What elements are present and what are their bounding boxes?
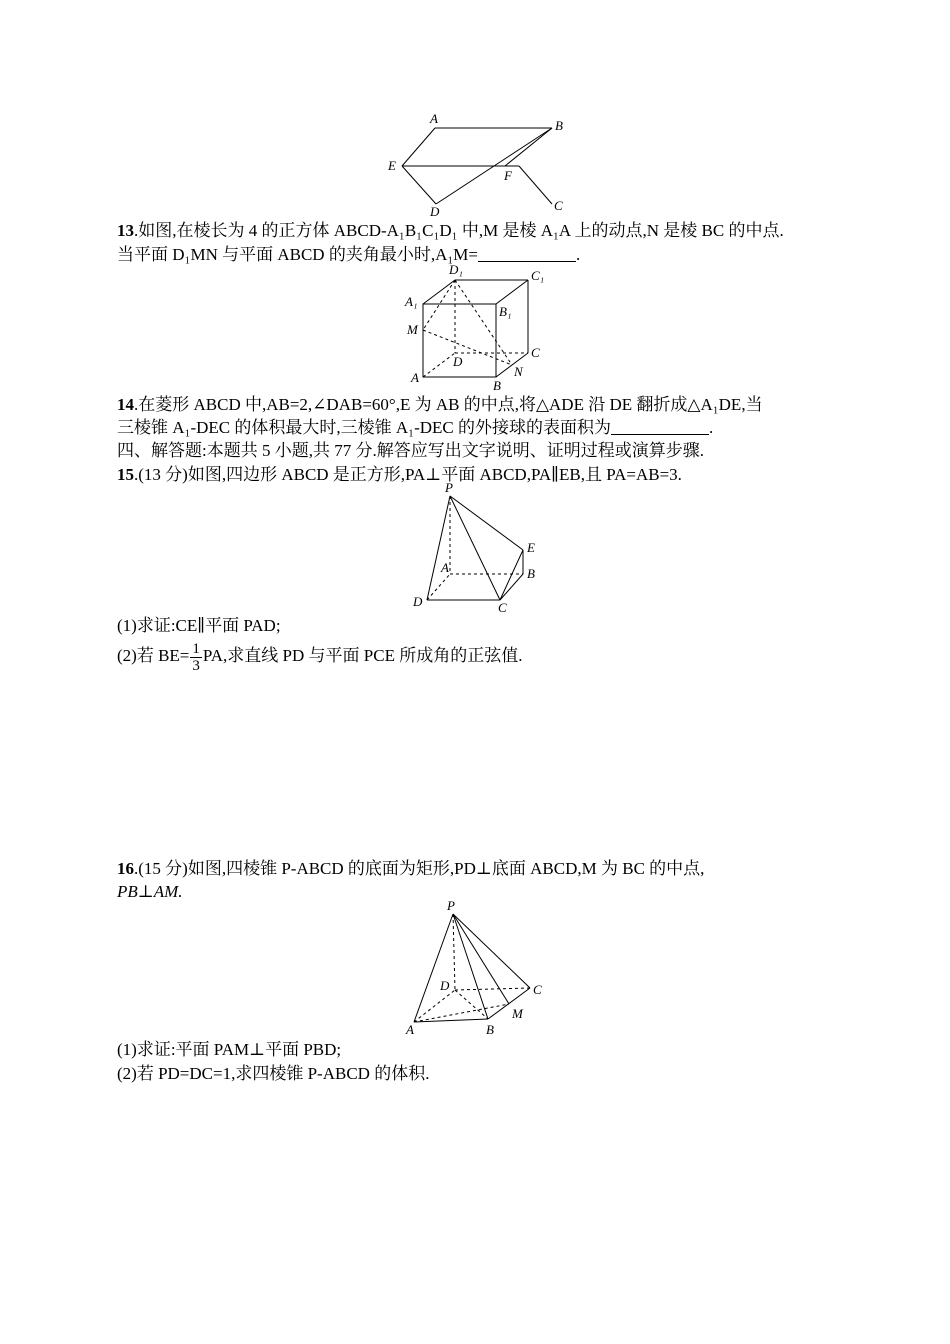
q13-answer-blank[interactable] bbox=[478, 245, 576, 262]
q16-text1: .(15 分)如图,四棱锥 P-ABCD 的底面为矩形,PD⊥底面 ABCD,M 为 BC 的中点, bbox=[134, 859, 705, 878]
label-B: B bbox=[486, 1022, 494, 1037]
q13-number: 13 bbox=[117, 221, 134, 240]
label-M: M bbox=[512, 1006, 523, 1021]
fraction-denominator: 3 bbox=[192, 657, 200, 674]
q16-line2: PB⊥AM. bbox=[117, 882, 183, 901]
q14-text2: 三棱锥 A₁-DEC 的体积最大时,三棱锥 A₁-DEC 的外接球的表面积为 bbox=[117, 418, 611, 437]
label-N: N bbox=[514, 364, 523, 379]
q13-text2: 当平面 D₁MN 与平面 ABCD 的夹角最小时,A₁M= bbox=[117, 245, 478, 264]
label-B: B bbox=[527, 566, 535, 581]
figure-q16 bbox=[400, 898, 550, 1043]
fraction-one-third bbox=[190, 641, 202, 674]
section-4-heading: 四、解答题:本题共 5 小题,共 77 分.解答应写出文字说明、证明过程或演算步骤. bbox=[117, 441, 704, 460]
label-F: F bbox=[504, 168, 512, 183]
q15-text1: .(13 分)如图,四边形 ABCD 是正方形,PA⊥平面 ABCD,PA∥EB,且 PA=AB=3. bbox=[134, 465, 682, 484]
figure-q12 bbox=[380, 110, 580, 220]
fraction-numerator: 1 bbox=[192, 640, 200, 657]
q16-number: 16 bbox=[117, 859, 134, 878]
q14-number: 14 bbox=[117, 395, 134, 414]
figure-q15 bbox=[405, 480, 555, 615]
q14-text1: .在菱形 ABCD 中,AB=2,∠DAB=60°,E 为 AB 的中点,将△ADE 沿 DE 翻折成△A₁DE,当 bbox=[134, 395, 763, 414]
label-C1: C₁ bbox=[531, 268, 545, 283]
figure-q13-cube bbox=[395, 262, 565, 392]
label-C: C bbox=[531, 345, 540, 360]
label-A: A bbox=[411, 370, 419, 385]
q15-part2-a: (2)若 BE= bbox=[117, 646, 190, 665]
q14-answer-blank[interactable] bbox=[611, 418, 709, 435]
label-D: D bbox=[453, 354, 463, 369]
label-B: B bbox=[493, 378, 501, 393]
q16-part2: (2)若 PD=DC=1,求四棱锥 P-ABCD 的体积. bbox=[117, 1064, 430, 1083]
label-D: D bbox=[413, 594, 423, 609]
q14-line1 bbox=[117, 395, 763, 415]
label-C: C bbox=[554, 198, 563, 213]
label-D: D bbox=[430, 204, 440, 219]
q14-line2 bbox=[117, 418, 713, 438]
q15-part2 bbox=[117, 640, 522, 674]
q15-part2-b: PA,求直线 PD 与平面 PCE 所成角的正弦值. bbox=[202, 646, 523, 665]
q13-line1 bbox=[117, 221, 784, 241]
label-P: P bbox=[447, 898, 455, 913]
q15-part1: (1)求证:CE∥平面 PAD; bbox=[117, 616, 281, 635]
label-E: E bbox=[527, 540, 535, 555]
q13-end: . bbox=[575, 245, 581, 264]
label-C: C bbox=[533, 982, 542, 997]
label-B1: B₁ bbox=[499, 304, 512, 319]
label-B: B bbox=[555, 118, 563, 133]
label-D: D bbox=[440, 978, 450, 993]
label-A: A bbox=[406, 1022, 414, 1037]
label-C: C bbox=[498, 600, 507, 615]
q15-number: 15 bbox=[117, 465, 134, 484]
label-P: P bbox=[445, 480, 453, 495]
label-A: A bbox=[441, 560, 449, 575]
label-D1: D₁ bbox=[449, 262, 463, 277]
label-M: M bbox=[407, 322, 418, 337]
label-E: E bbox=[388, 158, 396, 173]
q13-text1: .如图,在棱长为 4 的正方体 ABCD-A₁B₁C₁D₁ 中,M 是棱 A₁A 上的动点,N 是棱 BC 的中点. bbox=[134, 221, 784, 240]
q16-part1: (1)求证:平面 PAM⊥平面 PBD; bbox=[117, 1040, 342, 1059]
label-A: A bbox=[430, 111, 438, 126]
label-A1: A₁ bbox=[405, 294, 418, 309]
q14-end: . bbox=[708, 418, 714, 437]
q15-line1 bbox=[117, 465, 682, 485]
q16-line1 bbox=[117, 859, 704, 879]
